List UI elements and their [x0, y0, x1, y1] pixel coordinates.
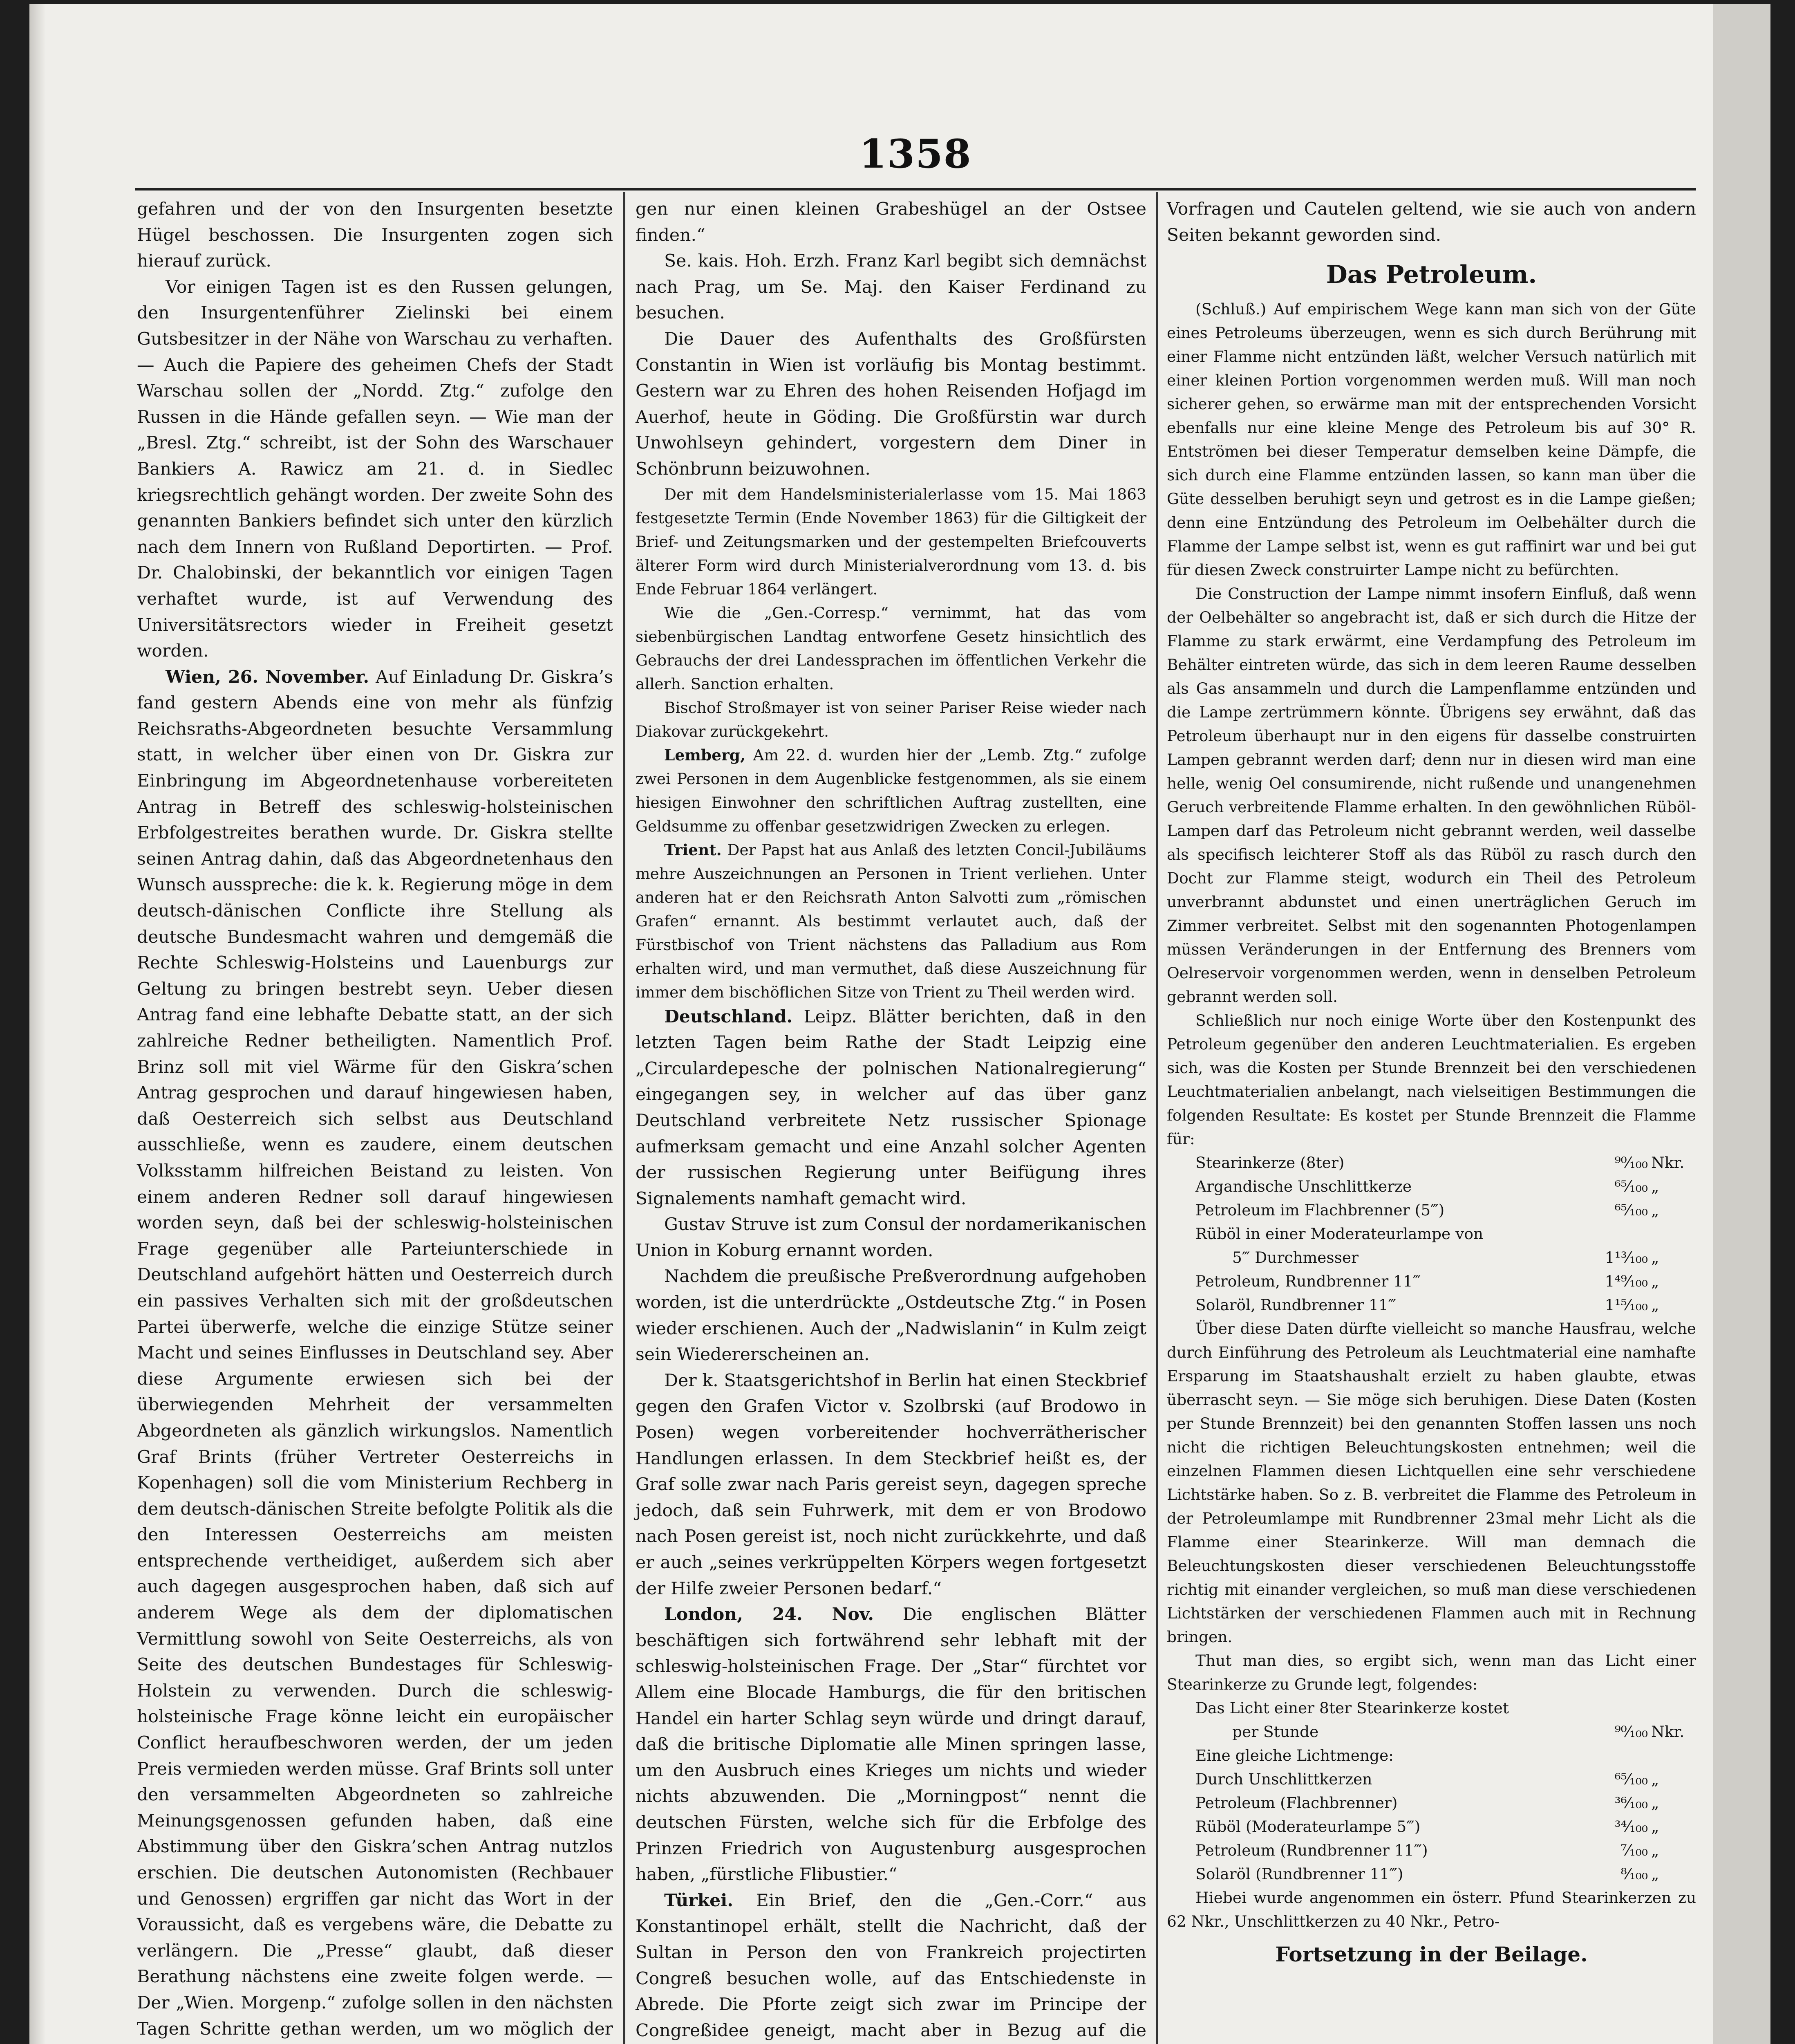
row-value: ⁶⁵⁄₁₀₀: [1614, 1201, 1648, 1219]
article-paragraph: Die Construction der Lampe nimmt insofern Einfluß, daß wenn der Oelbehälter so angebracht ist, daß er sich durch die Hitze der Flamme zu stark erwärmt, eine Verdampfung des Petroleum im Behälter eintreten würde, das sich in dem leeren Raume desselben als Gas ansammeln und durch die Lampenflamme entzünden und die Lampe zertrümmern könnte. Übrigens sey erwähnt, daß das Petroleum überhaupt nur in den eigens für dasselbe construirten Lampen gebrannt werden darf; denn nur in diesen wird man eine helle, wenig Oel consumirende, nicht rußende und unangenehmen Geruch verbreitende Flamme erhalten. In den gewöhnlichen Rüböl-Lampen darf das Petroleum nicht gebrannt werden, weil dasselbe als specifisch leichterer Stoff als das Rüböl zu rasch durch den Docht zur Flamme steigt, wodurch ein Theil des Petroleum unverbrannt abdunstet und einen unerträglichen Geruch im Zimmer verbreitet. Selbst mit den sogenannten Photogenlampen müssen Veränderungen in der Entfernung des Brenners vom Oelreservoir vorgenommen werden, wenn in denselben Petroleum gebrannt werden soll.: [1167, 585, 1696, 1006]
row-value: [1566, 1744, 1651, 1767]
article-paragraph: [636, 838, 1146, 1004]
row-label: Eine gleiche Lichtmenge:: [1195, 1746, 1394, 1765]
row-label: per Stunde: [1232, 1723, 1319, 1741]
article-paragraph: Nachdem die preußische Preßverordnung aufgehoben worden, ist die unterdrückte „Ostdeutsche Ztg.“ in Posen wieder erschienen. Auch der „Nadwislanin“ in Kulm zeigt sein Wiedererscheinen an.: [636, 1266, 1146, 1365]
row-unit: „: [1651, 1794, 1659, 1812]
article-paragraph: Se. kais. Hoh. Erzh. Franz Karl begibt sich demnächst nach Prag, um Se. Maj. den Kaiser Ferdinand zu besuchen.: [636, 251, 1146, 323]
row-unit: „: [1651, 1865, 1659, 1883]
row-unit: „: [1651, 1248, 1659, 1267]
row-unit: „: [1651, 1841, 1659, 1860]
row-value: 1¹³⁄₁₀₀: [1605, 1248, 1648, 1267]
table-row: [1167, 1838, 1696, 1862]
row-label: Durch Unschlittkerzen: [1195, 1770, 1372, 1788]
row-label: Rüböl in einer Moderateurlampe von: [1195, 1225, 1484, 1243]
table-row: [1167, 1862, 1696, 1886]
dateline: Deutschland.: [664, 1006, 793, 1027]
row-value: 1⁴⁹⁄₁₀₀: [1605, 1272, 1648, 1291]
article-paragraph: Wie die „Gen.-Corresp.“ vernimmt, hat das vom siebenbürgischen Landtag entworfene Gesetz hinsichtlich des Gebrauchs der drei Landessprachen im öffentlichen Verkehr die allerh. Sanction erhalten.: [636, 603, 1146, 693]
row-value: ⁶⁵⁄₁₀₀: [1614, 1770, 1648, 1788]
row-unit: [1651, 1744, 1696, 1767]
dateline: Lemberg,: [664, 746, 746, 764]
column-divider-2: [1156, 192, 1158, 2044]
row-unit: „: [1651, 1201, 1659, 1219]
page-edge: [1713, 4, 1770, 2044]
section-title: Das Petroleum.: [1326, 260, 1537, 289]
row-unit: „: [1651, 1177, 1659, 1196]
table-row: [1167, 1151, 1696, 1174]
row-value: [1566, 1222, 1651, 1246]
row-value: ⁶⁵⁄₁₀₀: [1614, 1177, 1648, 1196]
table-row: [1167, 1222, 1696, 1246]
article-paragraph: [636, 743, 1146, 838]
row-value: ⁷⁄₁₀₀: [1620, 1841, 1648, 1860]
row-label: Petroleum im Flachbrenner (5‴): [1195, 1201, 1445, 1219]
article-paragraph: Vorfragen und Cautelen geltend, wie sie auch von andern Seiten bekannt geworden sind.: [1167, 199, 1696, 245]
table-row: [1167, 1720, 1696, 1744]
paragraph-text: Auf Einladung Dr. Giskra’s fand gestern Abends eine von mehr als fünfzig Reichsraths-Abgeordneten besuchte Versammlung statt, in welcher über einen von Dr. Giskra zur Einbringung im Abgeordnetenhause vorbereiteten Antrag in Betreff des schleswig-holsteinischen Erbfolgestreites berathen wurde. Dr. Giskra stellte seinen Antrag dahin, daß das Abgeordnetenhaus den Wunsch ausspreche: die k. k. Regierung möge in dem deutsch-dänischen Conflicte ihre Stellung als deutsche Bundesmacht wahren und demgemäß die Rechte Schleswig-Holsteins und Lauenburgs zur Geltung zu bringen bestrebt seyn. Ueber diesen Antrag fand eine lebhafte Debatte statt, an der sich zahlreiche Redner betheiligten. Namentlich Prof. Brinz soll mit viel Wärme für den Giskra’schen Antrag gesprochen und darauf hingewiesen haben, daß Oesterreich sich selbst aus Deutschland ausschließe, wenn es zaudere, einem deutschen Volksstamm hilfreichen Beistand zu leisten. Von einem anderen Redner soll darauf hingewiesen worden seyn, daß bei der schleswig-holsteinischen Frage gegenüber alle Parteiunterschiede in Deutschland aufgehört hätten und Oesterreich durch ein passives Verhalten sich mit der großdeutschen Partei überwerfe, welche die einzige Stütze seiner Macht und seines Einflusses in Deutschland sey. Aber diese Argumente erwiesen sich bei der überwiegenden Mehrheit der versammelten Abgeordneten als gänzlich wirkungslos. Namentlich Graf Brints (früher Vertreter Oesterreichs in Kopenhagen) soll die vom Ministerium Rechberg in dem deutsch-dänischen Streite befolgte Politik als die den Interessen Oesterreichs am meisten entsprechende vertheidiget, außerdem sich aber auch dagegen ausgesprochen haben, daß sich auf anderem Wege als dem der diplomatischen Vermittlung sowohl von Seite Oesterreichs, als von Seite des deutschen Bundestages für Schleswig-Holstein zu verwenden. Durch die schleswig-holsteinische Frage könne leicht ein europäischer Conflict heraufbeschworen werden, der um jeden Preis vermieden werden müsse. Graf Brints soll unter den versammelten Abgeordneten so zahlreiche Meinungsgenossen gefunden haben, daß eine Abstimmung über den Giskra’schen Antrag nutzlos erschien. Die deutschen Autonomisten (Rechbauer und Genossen) ergriffen gar nicht das Wort in der Voraussicht, daß es vergebens wäre, die Debatte zu verlängern. Die „Presse“ glaubt, daß dieser Berathung nächstens eine zweite folgen werde. — Der „Wien. Morgenp.“ zufolge sollen in den nächsten Tagen Schritte gethan werden, um wo möglich der: [137, 667, 613, 2039]
header-rule: [135, 188, 1696, 191]
table-row: [1167, 1174, 1696, 1198]
paragraph-text: Leipz. Blätter berichten, daß in den letzten Tagen beim Rathe der Stadt Leipzig eine „Circulardepesche der polnischen Nationalregierung“ eingegangen sey, in welcher auf das über ganz Deutschland verbreitete Netz russischer Spionage aufmerksam gemacht und eine Anzahl solcher Agenten der russischen Regierung unter Beifügung ihres Signalements namhaft gemacht wird.: [636, 1006, 1146, 1209]
row-unit: Nkr.: [1651, 1154, 1685, 1172]
continuation-note: Fortsetzung in der Beilage.: [1275, 1942, 1588, 1967]
row-label: Petroleum (Flachbrenner): [1195, 1794, 1398, 1812]
row-label: Stearinkerze (8ter): [1195, 1154, 1345, 1172]
row-unit: [1651, 1222, 1696, 1246]
table-row: [1167, 1198, 1696, 1222]
article-paragraph: Hiebei wurde angenommen ein österr. Pfund Stearinkerzen zu 62 Nkr., Unschlittkerzen zu 40 Nkr., Petro-: [1167, 1889, 1696, 1931]
row-value: ³⁶⁄₁₀₀: [1614, 1794, 1648, 1812]
table-row: [1167, 1744, 1696, 1767]
paragraph-text: Die englischen Blätter beschäftigen sich fortwährend sehr lebhaft mit der schleswig-holsteinischen Frage. Der „Star“ fürchtet vor Allem eine Blocade Hamburgs, die für den britischen Handel ein harter Schlag seyn würde und dringt darauf, daß die britische Diplomatie alle Minen springen lasse, um den Ausbruch eines Krieges um nichts und wieder nichts abzuwenden. Die „Morningpost“ nennt die deutschen Fürsten, welche sich für die Erbfolge des Prinzen Friedrich von Augustenburg ausgesprochen haben, „fürstliche Flibustier.“: [636, 1605, 1146, 1885]
row-unit: „: [1651, 1296, 1659, 1314]
article-paragraph: Bischof Stroßmayer ist von seiner Pariser Reise wieder nach Diakovar zurückgekehrt.: [636, 698, 1146, 740]
article-paragraph: [137, 664, 613, 2044]
article-paragraph: gefahren und der von den Insurgenten besetzte Hügel beschossen. Die Insurgenten zogen sich hierauf zurück.: [137, 199, 613, 271]
row-value: 1¹⁵⁄₁₀₀: [1605, 1296, 1648, 1314]
row-label: Solaröl, Rundbrenner 11‴: [1195, 1296, 1397, 1314]
row-value: ⁸⁄₁₀₀: [1620, 1865, 1648, 1883]
column-divider-1: [623, 192, 625, 2044]
row-label: Argandische Unschlittkerze: [1195, 1177, 1412, 1196]
cost-table-per-hour: [1167, 1151, 1696, 1317]
article-paragraph: Die Dauer des Aufenthalts des Großfürsten Constantin in Wien ist vorläufig bis Montag bestimmt. Gestern war zu Ehren des hohen Reisenden Hofjagd im Auerhof, heute in Göding. Die Großfürstin war durch Unwohlseyn gehindert, vorgestern dem Diner in Schönbrunn beizuwohnen.: [636, 329, 1146, 479]
table-row: [1167, 1269, 1696, 1293]
article-paragraph: Gustav Struve ist zum Consul der nordamerikanischen Union in Koburg ernannt worden.: [636, 1215, 1146, 1261]
row-unit: „: [1651, 1770, 1659, 1788]
table-row: [1167, 1293, 1696, 1317]
column-1: [137, 196, 613, 2044]
article-paragraph: Der k. Staatsgerichtshof in Berlin hat einen Steckbrief gegen den Grafen Victor v. Szolbrski (auf Brodowo in Posen) wegen vorbereitender hochverrätherischer Handlungen erlassen. In dem Steckbrief heißt es, der Graf solle zwar nach Paris gereist seyn, dagegen spreche jedoch, daß sein Fuhrwerk, mit dem er von Brodowo nach Posen gereist ist, noch nicht zurückkehrte, und daß er auch „seines verkrüppelten Körpers wegen fortgesetzt der Hilfe zweier Personen bedarf.“: [636, 1370, 1146, 1599]
dateline: Wien, 26. November.: [166, 666, 369, 687]
article-paragraph: Über diese Daten dürfte vielleicht so manche Hausfrau, welche durch Einführung des Petroleum als Leuchtmaterial eine namhafte Ersparung im Staatshaushalt erzielt zu haben glaubte, etwas überrascht seyn. — Sie möge sich beruhigen. Diese Daten (Kosten per Stunde Brennzeit) bei den genannten Stoffen lassen uns noch nicht die richtigen Beleuchtungskosten entnehmen; weil die einzelnen Flammen diesen Lichtquellen eine sehr verschiedene Lichtstärke haben. So z. B. verbreitet die Flamme des Petroleum in der Petroleumlampe mit Rundbrenner 23mal mehr Licht als die Flamme einer Stearinkerze. Will man demnach die Beleuchtungskosten dieser verschiedenen Beleuchtungsstoffe richtig mit einander vergleichen, so muß man diese verschiedenen Lichtstärken der verschiedenen Flammen auch mit in Rechnung bringen.: [1167, 1320, 1696, 1646]
row-value: ⁹⁰⁄₁₀₀: [1614, 1723, 1648, 1741]
row-unit: „: [1651, 1272, 1659, 1291]
column-2: [636, 196, 1146, 2044]
dateline: Türkei.: [664, 1890, 734, 1911]
row-value: ³⁴⁄₁₀₀: [1614, 1818, 1648, 1836]
row-unit: „: [1651, 1818, 1659, 1836]
article-paragraph: [636, 1004, 1146, 1212]
row-unit: Nkr.: [1651, 1723, 1685, 1741]
article-paragraph: (Schluß.) Auf empirischem Wege kann man sich von der Güte eines Petroleums überzeugen, wenn es sich durch Berührung mit einer Flamme nicht entzünden läßt, welcher Versuch natürlich mit einer kleinen Portion vorgenommen werden muß. Will man noch sicherer gehen, so erwärme man mit der entsprechenden Vorsicht ebenfalls nur eine kleine Menge des Petroleum bis auf 30° R. Entströmen bei dieser Temperatur demselben keine Dämpfe, die sich durch eine Flamme entzünden lassen, so kann man über die Güte desselben beruhigt seyn und getrost es in die Lampe gießen; denn eine Entzündung des Petroleum im Oelbehälter durch die Flamme der Lampe selbst ist, wenn es gut raffinirt war und bei gut für diesen Zweck construirter Lampe nicht zu befürchten.: [1167, 300, 1696, 579]
article-paragraph: Vor einigen Tagen ist es den Russen gelungen, den Insurgentenführer Zielinski bei einem Gutsbesitzer in der Nähe von Warschau zu verhaften. — Auch die Papiere des geheimen Chefs der Stadt Warschau sollen der „Nordd. Ztg.“ zufolge den Russen in die Hände gefallen seyn. — Wie man der „Bresl. Ztg.“ schreibt, ist der Sohn des Warschauer Bankiers A. Rawicz am 21. d. in Siedlec kriegsrechtlich gehängt worden. Der zweite Sohn des genannten Bankiers befindet sich unter den kürzlich nach dem Innern von Rußland Deportirten. — Prof. Dr. Chalobinski, der bekanntlich vor einigen Tagen verhaftet wurde, ist auf Verwendung des Universitätsrectors wieder in Freiheit gesetzt worden.: [137, 277, 613, 661]
table-row: [1167, 1767, 1696, 1791]
row-label: Rüböl (Moderateurlampe 5‴): [1195, 1818, 1421, 1836]
paragraph-text: Am 22. d. wurden hier der „Lemb. Ztg.“ zufolge zwei Personen in dem Augenblicke festgenommen, als sie einem hiesigen Einwohner den schriftlichen Auftrag zustellten, eine Geldsumme zu offenbar gesetzwidrigen Zwecken zu erlegen.: [636, 746, 1146, 835]
table-row: [1167, 1246, 1696, 1269]
paragraph-text: Der Papst hat aus Anlaß des letzten Concil-Jubiläums mehre Auszeichnungen an Personen in Trient verliehen. Unter anderen hat er den Reichsrath Anton Salvotti zum „römischen Grafen“ ernannt. Als bestimmt verlautet auch, daß der Fürstbischof von Trient nächstens das Palladium aus Rom erhalten wird, und man vermuthet, daß diese Auszeichnung für immer dem bischöflichen Sitze von Trient zu Theil werden wird.: [636, 840, 1146, 1001]
row-label: 5‴ Durchmesser: [1232, 1248, 1359, 1267]
dateline: London, 24. Nov.: [664, 1604, 874, 1625]
article-paragraph: Thut man dies, so ergibt sich, wenn man das Licht einer Stearinkerze zu Grunde legt, folgendes:: [1167, 1652, 1696, 1694]
article-paragraph: Schließlich nur noch einige Worte über den Kostenpunkt des Petroleum gegenüber den anderen Leuchtmaterialien. Es ergeben sich, was die Kosten per Stunde Brennzeit bei den verschiedenen Leuchtmaterialien anbelangt, nach vielseitigen Bestimmungen die folgenden Resultate: Es kostet per Stunde Brennzeit die Flamme für:: [1167, 1011, 1696, 1148]
dateline: Trient.: [664, 840, 722, 859]
table-row: [1167, 1791, 1696, 1815]
table-row: [1167, 1815, 1696, 1838]
page-number: 1358: [859, 131, 972, 177]
row-label: Petroleum (Rundbrenner 11‴): [1195, 1841, 1428, 1860]
article-paragraph: [636, 1888, 1146, 2044]
article-paragraph: gen nur einen kleinen Grabeshügel an der Ostsee finden.“: [636, 199, 1146, 245]
cost-table-equal-light: [1167, 1720, 1696, 1886]
table-heading: Das Licht einer 8ter Stearinkerze kostet: [1195, 1699, 1509, 1717]
row-value: ⁹⁰⁄₁₀₀: [1614, 1154, 1648, 1172]
column-3: [1167, 196, 1696, 1970]
article-paragraph: [636, 1602, 1146, 1888]
row-label: Solaröl (Rundbrenner 11‴): [1195, 1865, 1403, 1883]
article-paragraph: Der mit dem Handelsministerialerlasse vom 15. Mai 1863 festgesetzte Termin (Ende November 1863) für die Giltigkeit der Brief- und Zeitungsmarken und der gestempelten Briefcouverts älterer Form wird durch Ministerialverordnung vom 13. d. bis Ende Februar 1864 verlängert.: [636, 485, 1146, 598]
paragraph-text: Ein Brief, den die „Gen.-Corr.“ aus Konstantinopel erhält, stellt die Nachricht, daß der Sultan in Person den von Frankreich projectirten Congreß besuchen wolle, auf das Entschiedenste in Abrede. Die Pforte zeigt sich zwar im Principe der Congreßidee geneigt, macht aber in Bezug auf die: [636, 1890, 1146, 2041]
row-label: Petroleum, Rundbrenner 11‴: [1195, 1272, 1421, 1291]
